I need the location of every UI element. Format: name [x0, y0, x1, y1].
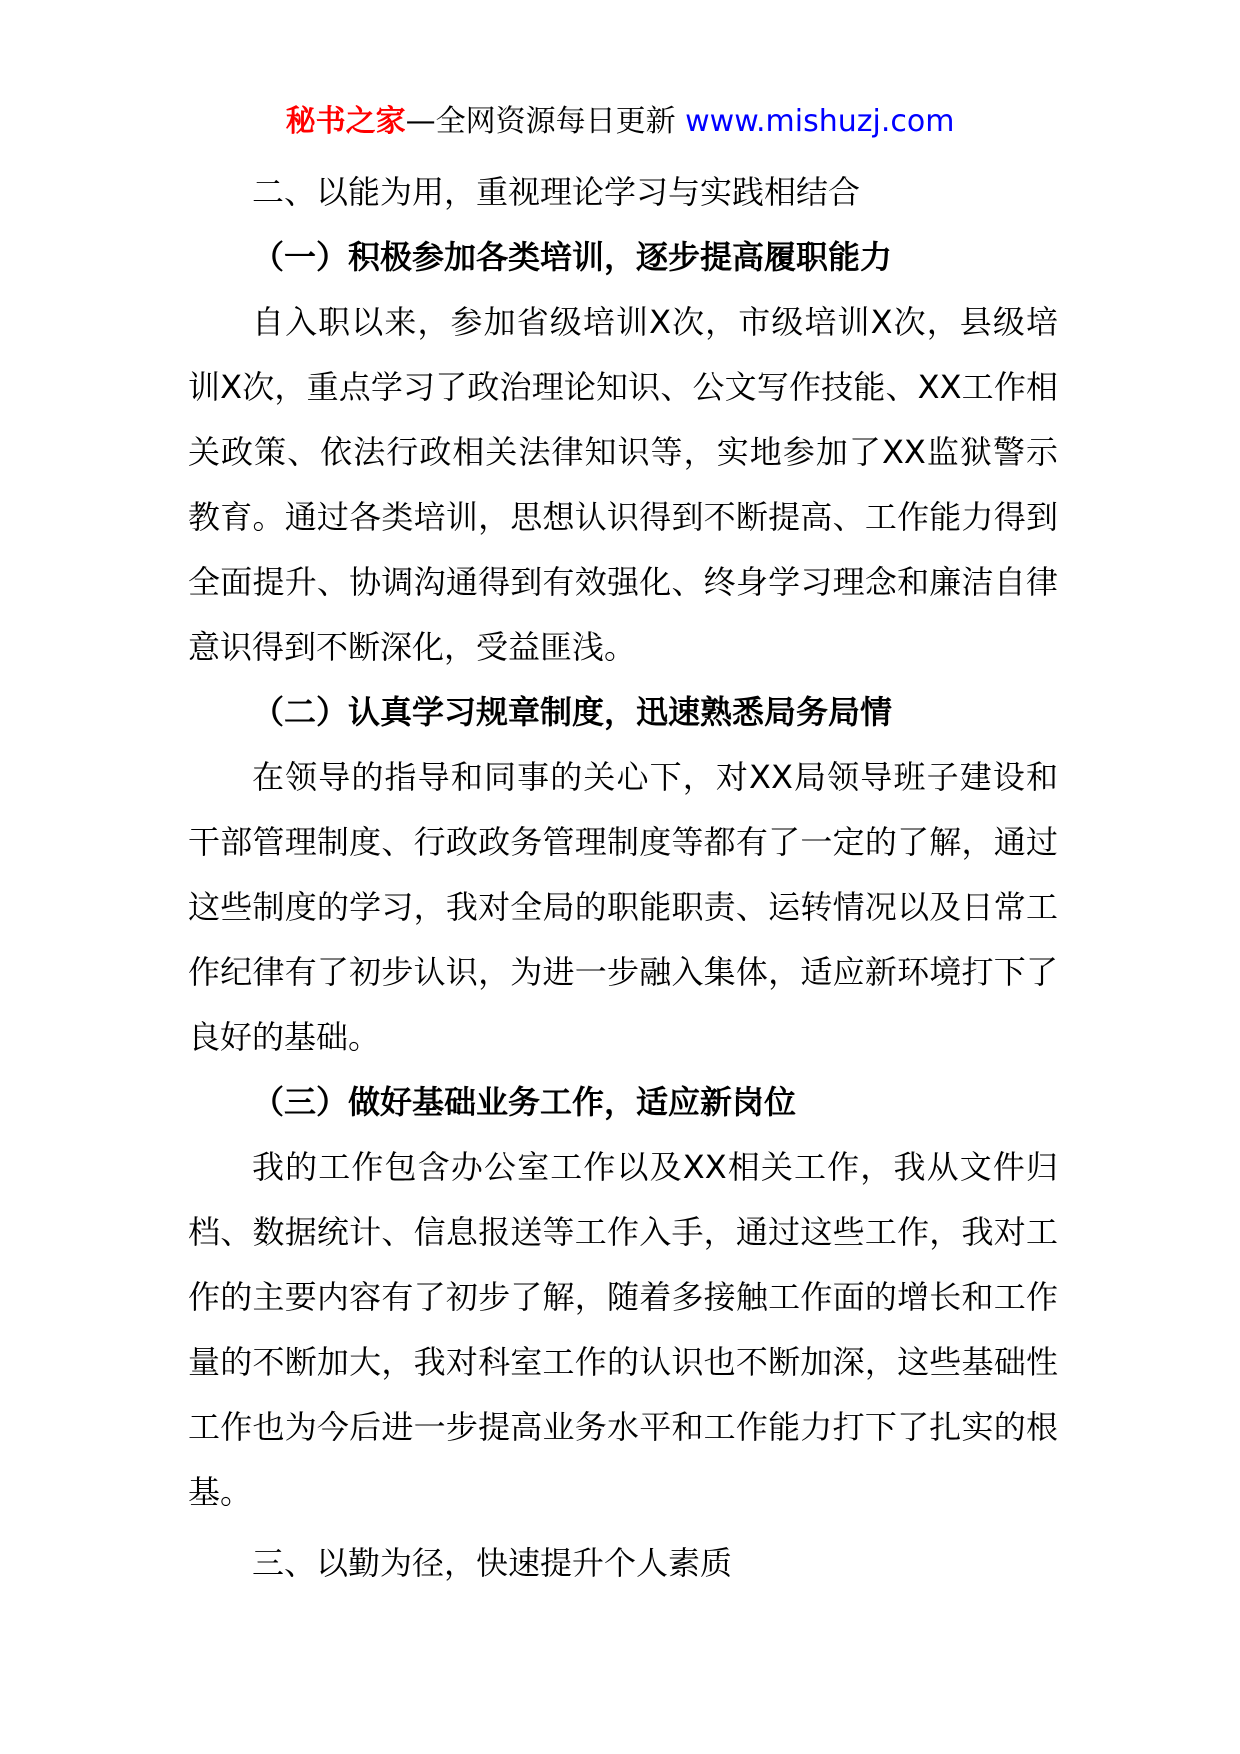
section-heading-3: 三、以勤为径，快速提升个人素质: [252, 1544, 733, 1582]
subsection-heading-1: （一）积极参加各类培训，逐步提高履职能力: [252, 238, 893, 276]
subsection-heading-3: （三）做好基础业务工作，适应新岗位: [252, 1083, 797, 1121]
paragraph-basic-work: 我的工作包含办公室工作以及XX相关工作，我从文件归档、数据统计、信息报送等工作入手，通过这些工作，我对工作的主要内容有了初步了解，随着多接触工作面的增长和工作量的不断加大，我对科室工作的认识也不断加深，这些基础性工作也为今后进一步提高业务水平和工作能力打下了扎实的根基。: [188, 1148, 1058, 1511]
site-header: [0, 100, 1240, 144]
section-heading-2: 二、以能为用，重视理论学习与实践相结合: [252, 173, 861, 211]
site-url-link[interactable]: www.mishuzj.com: [685, 104, 955, 139]
document-body: [188, 160, 1058, 1596]
paragraph-training: 自入职以来，参加省级培训X次，市级培训X次，县级培训X次，重点学习了政治理论知识、公文写作技能、XX工作相关政策、依法行政相关法律知识等，实地参加了XX监狱警示教育。通过各类培训，思想认识得到不断提高、工作能力得到全面提升、协调沟通得到有效强化、终身学习理念和廉洁自律意识得到不断深化，受益匪浅。: [188, 303, 1058, 666]
site-tagline: —全网资源每日更新: [405, 104, 686, 139]
paragraph-regulations: 在领导的指导和同事的关心下，对XX局领导班子建设和干部管理制度、行政政务管理制度等都有了一定的了解，通过这些制度的学习，我对全局的职能职责、运转情况以及日常工作纪律有了初步认识，为进一步融入集体，适应新环境打下了良好的基础。: [188, 758, 1058, 1056]
subsection-heading-2: （二）认真学习规章制度，迅速熟悉局务局情: [252, 693, 893, 731]
site-brand: 秘书之家: [285, 104, 406, 139]
